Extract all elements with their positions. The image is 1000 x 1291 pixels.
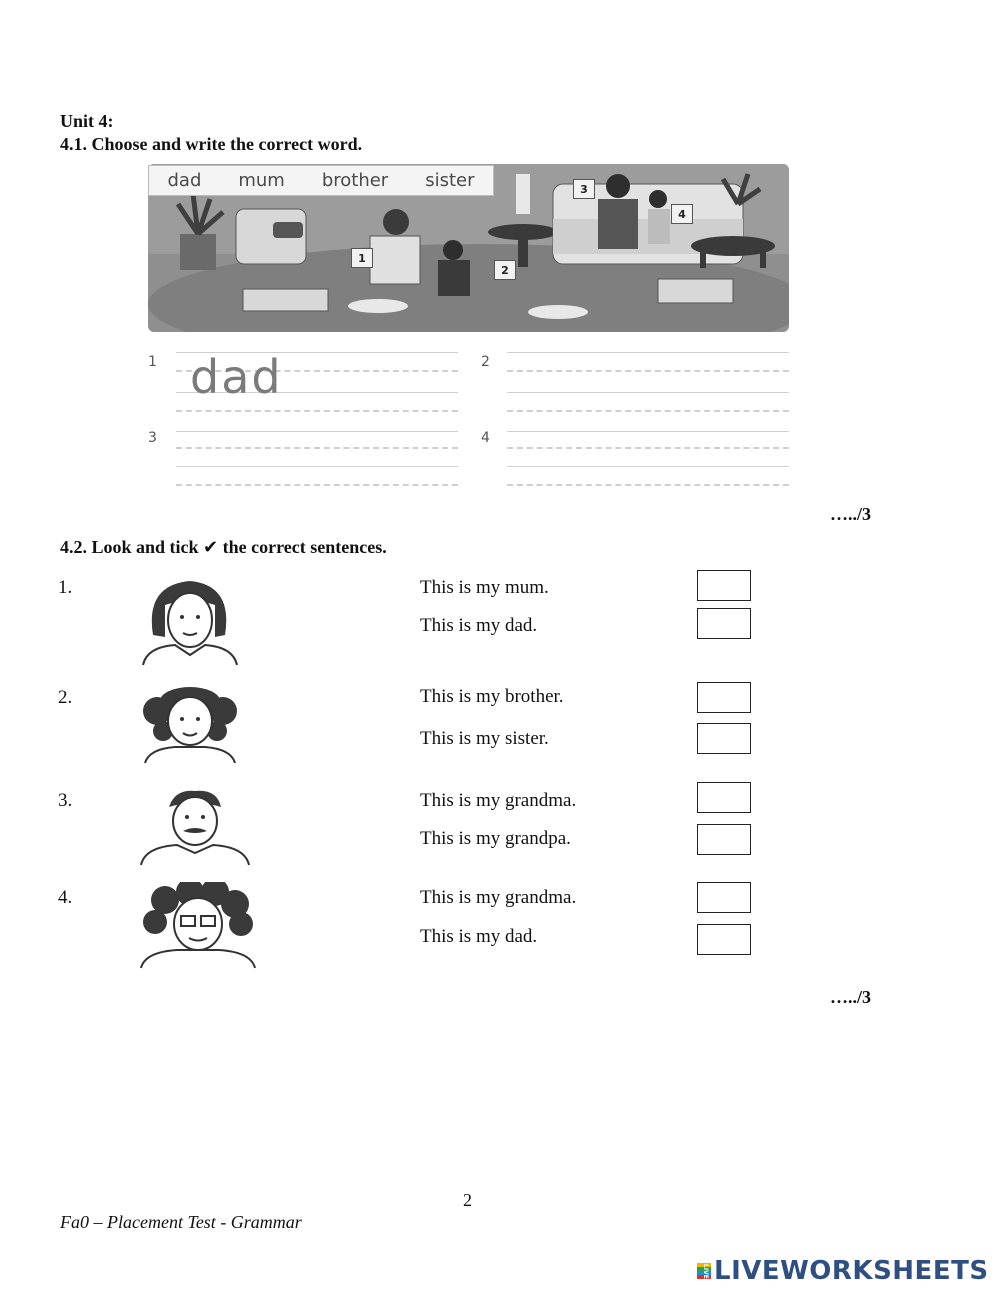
- writing-line: [507, 352, 789, 353]
- writing-line: [507, 447, 789, 449]
- logo-text: LIVEWORKSHEETS: [714, 1256, 989, 1286]
- write-number: 2: [481, 354, 490, 370]
- liveworksheets-logo[interactable]: [697, 1256, 989, 1286]
- picture-tag: 2: [494, 260, 516, 280]
- section-2-score: …../3: [830, 987, 872, 1007]
- sentence: This is my sister.: [420, 728, 549, 749]
- write-number: 4: [481, 430, 490, 446]
- sentence: This is my grandpa.: [420, 828, 571, 849]
- tick-icon: ✔: [203, 537, 219, 558]
- logo-badge-icon: [697, 1263, 711, 1280]
- unit-title: Unit 4:: [60, 111, 114, 131]
- picture-tag: 3: [573, 179, 595, 199]
- page-number: 2: [463, 1190, 472, 1210]
- tick-box[interactable]: [697, 608, 751, 639]
- tick-box[interactable]: [697, 723, 751, 754]
- sentence: This is my mum.: [420, 577, 549, 598]
- section-2-heading: [60, 537, 387, 558]
- word-bank-item: dad: [167, 170, 202, 191]
- item-number: 4.: [58, 887, 73, 908]
- man-mustache-portrait: [135, 785, 255, 867]
- writing-line: [176, 447, 458, 449]
- word-bank: [148, 165, 494, 196]
- tick-box[interactable]: [697, 782, 751, 813]
- picture-tag: 4: [671, 204, 693, 224]
- course-footer: Fa0 – Placement Test - Grammar: [60, 1212, 302, 1232]
- item-number: 2.: [58, 687, 73, 708]
- writing-line: [507, 484, 789, 486]
- tick-box[interactable]: [697, 924, 751, 955]
- picture-tag: 1: [351, 248, 373, 268]
- grandma-glasses-portrait: [135, 882, 260, 970]
- writing-line: [507, 370, 789, 372]
- writing-line: [507, 410, 789, 412]
- logo-badge-text: LIVE: [697, 1263, 711, 1280]
- writing-line: [176, 431, 458, 432]
- section-1-heading: 4.1. Choose and write the correct word.: [60, 134, 363, 154]
- tick-box[interactable]: [697, 824, 751, 855]
- sentence: This is my dad.: [420, 926, 538, 947]
- writing-line: [176, 484, 458, 486]
- sentence: This is my grandma.: [420, 790, 577, 811]
- section-1-score: …../3: [830, 504, 872, 524]
- sentence: This is my dad.: [420, 615, 538, 636]
- girl-portrait: [135, 683, 245, 765]
- tick-box[interactable]: [697, 570, 751, 601]
- tick-box[interactable]: [697, 882, 751, 913]
- item-number: 3.: [58, 790, 73, 811]
- sentence: This is my brother.: [420, 686, 564, 707]
- write-number: 1: [148, 354, 157, 370]
- writing-line: [176, 410, 458, 412]
- writing-line: [507, 392, 789, 393]
- word-bank-item: sister: [425, 170, 475, 191]
- word-bank-item: brother: [321, 170, 389, 191]
- writing-line: [176, 466, 458, 467]
- sentence: This is my grandma.: [420, 887, 577, 908]
- tick-box[interactable]: [697, 682, 751, 713]
- example-answer: dad: [190, 350, 283, 404]
- heading-text: 4.2. Look and tick: [60, 537, 199, 557]
- writing-line: [507, 466, 789, 467]
- heading-text: the correct sentences.: [222, 537, 387, 557]
- write-number: 3: [148, 430, 157, 446]
- woman-portrait: [135, 575, 245, 667]
- writing-line: [507, 431, 789, 432]
- word-bank-item: mum: [238, 170, 285, 191]
- item-number: 1.: [58, 577, 73, 598]
